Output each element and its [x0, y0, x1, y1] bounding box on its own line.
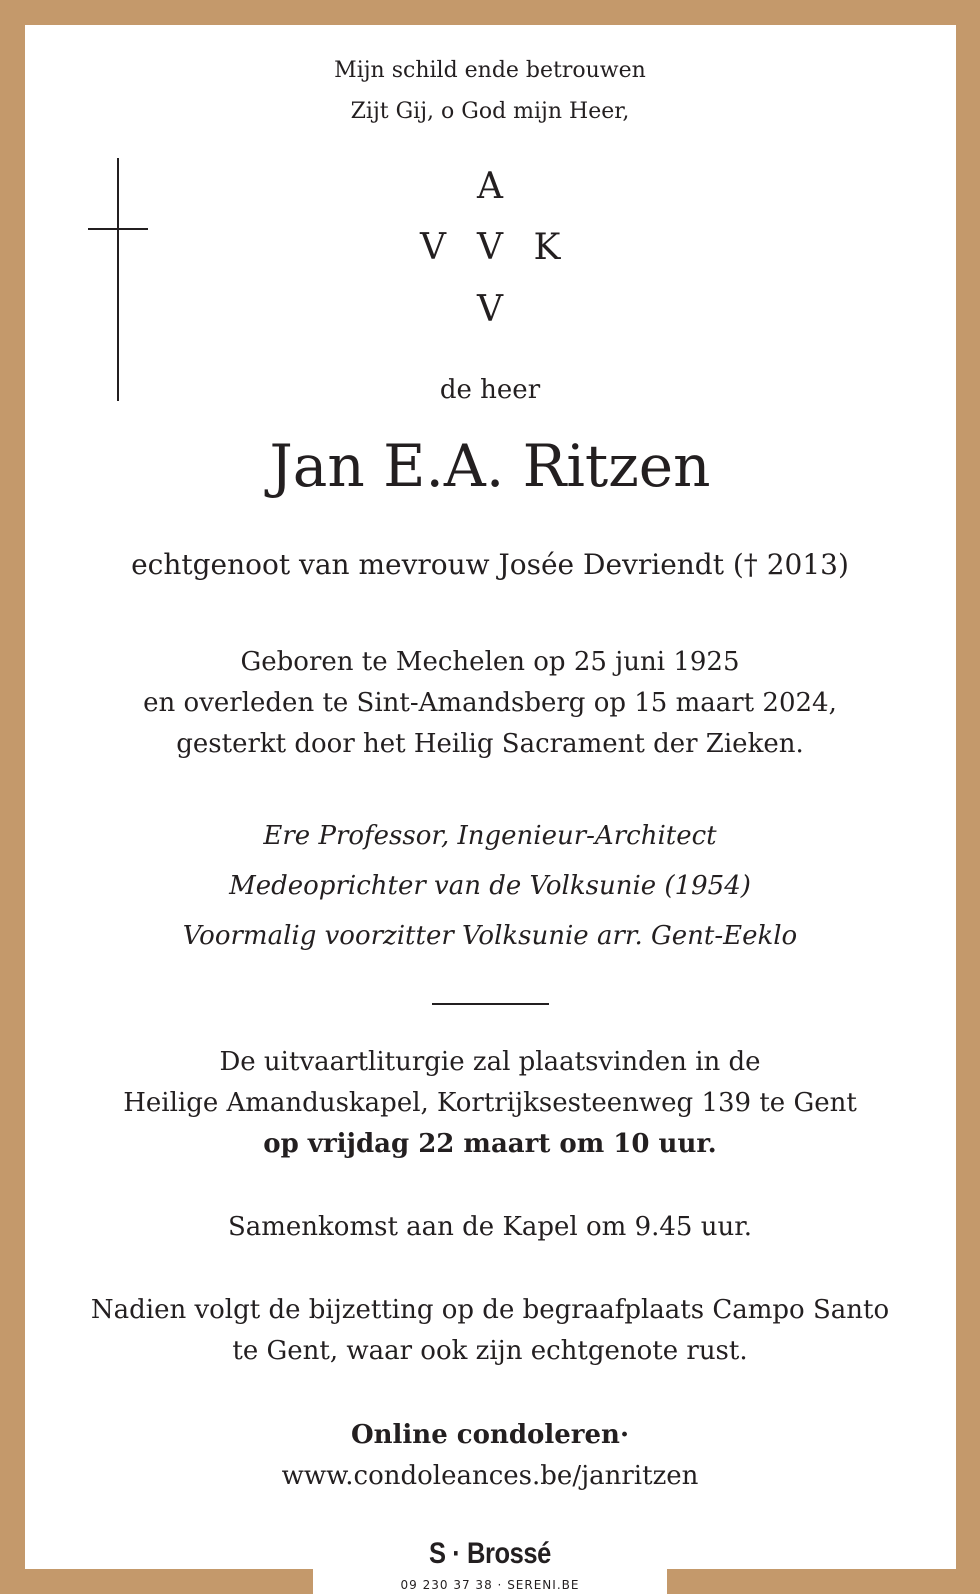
monogram-top: A: [477, 166, 503, 207]
deceased-name: Jan E.A. Ritzen: [269, 432, 711, 500]
brosse-logo: S · Brossé: [429, 1537, 551, 1570]
life-line: gesterkt door het Heilig Sacrament der Zieken.: [176, 729, 804, 759]
monogram-right: K: [533, 227, 561, 268]
burial-line: te Gent, waar ook zijn echtgenote rust.: [232, 1336, 748, 1366]
spouse-line: echtgenoot van mevrouw Josée Devriendt († 2013): [131, 548, 849, 581]
condolence-link[interactable]: www.condoleances.be/janritzen: [281, 1461, 699, 1491]
verse-line: Mijn schild ende betrouwen: [334, 58, 646, 83]
monogram-center: V: [477, 227, 503, 268]
life-line: en overleden te Sint-Amandsberg op 15 maart 2024,: [143, 688, 837, 718]
footer-website[interactable]: SERENI.BE: [507, 1578, 580, 1592]
footer-separator: ·: [497, 1578, 503, 1592]
monogram-left: V: [420, 227, 446, 268]
life-line: Geboren te Mechelen op 25 juni 1925: [240, 647, 740, 677]
burial-line: Nadien volgt de bijzetting op de begraafplaats Campo Santo: [90, 1295, 890, 1325]
funeral-date: op vrijdag 22 maart om 10 uur.: [263, 1129, 717, 1159]
salutation: de heer: [439, 375, 541, 405]
funeral-line: De uitvaartliturgie zal plaatsvinden in de: [219, 1047, 761, 1077]
title-line: Voormalig voorzitter Volksunie arr. Gent-Eeklo: [182, 921, 798, 951]
divider: [432, 1003, 549, 1005]
title-line: Medeoprichter van de Volksunie (1954): [229, 871, 751, 901]
footer-phone: 09 230 37 38: [400, 1578, 493, 1592]
monogram-bottom: V: [477, 289, 503, 330]
footer-contact: [0, 1578, 980, 1592]
latin-cross-icon: [117, 158, 119, 401]
title-line: Ere Professor, Ingenieur-Architect: [263, 821, 717, 851]
funeral-line: Heilige Amanduskapel, Kortrijksesteenweg 139 te Gent: [123, 1088, 857, 1118]
online-label: Online condoleren·: [350, 1420, 629, 1450]
latin-cross-icon-bar: [88, 228, 148, 230]
verse-line: Zijt Gij, o God mijn Heer,: [350, 99, 630, 124]
gathering-line: Samenkomst aan de Kapel om 9.45 uur.: [227, 1212, 753, 1242]
